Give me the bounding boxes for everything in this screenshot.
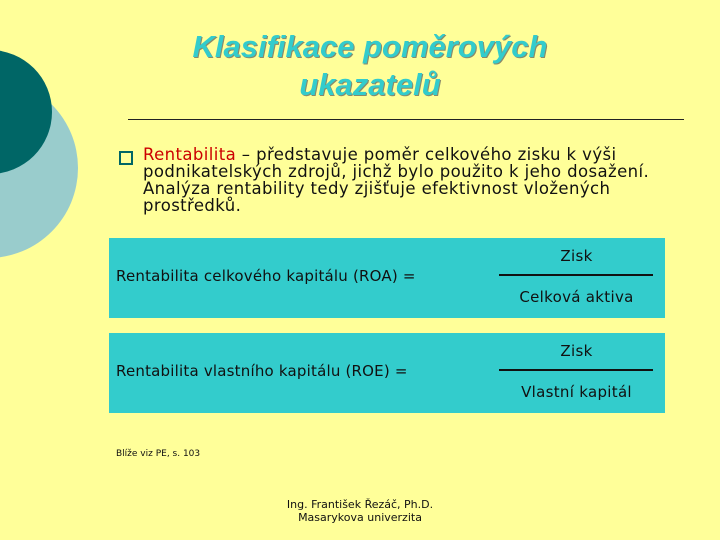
footer-institution: Masarykova univerzita — [298, 511, 422, 524]
fraction-line — [499, 369, 653, 371]
slide-title — [140, 28, 600, 104]
formula-denominator: Celková aktiva — [519, 288, 634, 306]
footer — [250, 498, 470, 524]
bullet-highlight: Rentabilita — [143, 145, 237, 164]
checkbox-bullet-icon — [119, 151, 133, 165]
footer-author: Ing. František Řezáč, Ph.D. — [286, 498, 434, 511]
title-line-1: Klasifikace poměrových — [192, 29, 548, 64]
formula-numerator: Zisk — [560, 342, 593, 360]
formula-box-roe — [109, 333, 665, 413]
formula-box-roa — [109, 238, 665, 318]
formula-label: Rentabilita celkového kapitálu (ROA) = — [116, 267, 416, 285]
decorative-circles — [0, 0, 80, 300]
formula-label: Rentabilita vlastního kapitálu (ROE) = — [116, 362, 408, 380]
bullet-body: – představuje poměr celkového zisku k výši podnikatelských zdrojů, jichž bylo použito k jeho dosažení. Analýza rentability tedy zjišťuje efektivnost vložených prostředků. — [143, 145, 650, 215]
source-note: Blíže viz PE, s. 103 — [116, 449, 201, 459]
title-divider — [128, 119, 684, 120]
title-line-2: ukazatelů — [299, 67, 441, 102]
formula-numerator: Zisk — [560, 247, 593, 265]
bullet-paragraph — [143, 146, 703, 214]
fraction-line — [499, 274, 653, 276]
formula-denominator: Vlastní kapitál — [521, 383, 632, 401]
